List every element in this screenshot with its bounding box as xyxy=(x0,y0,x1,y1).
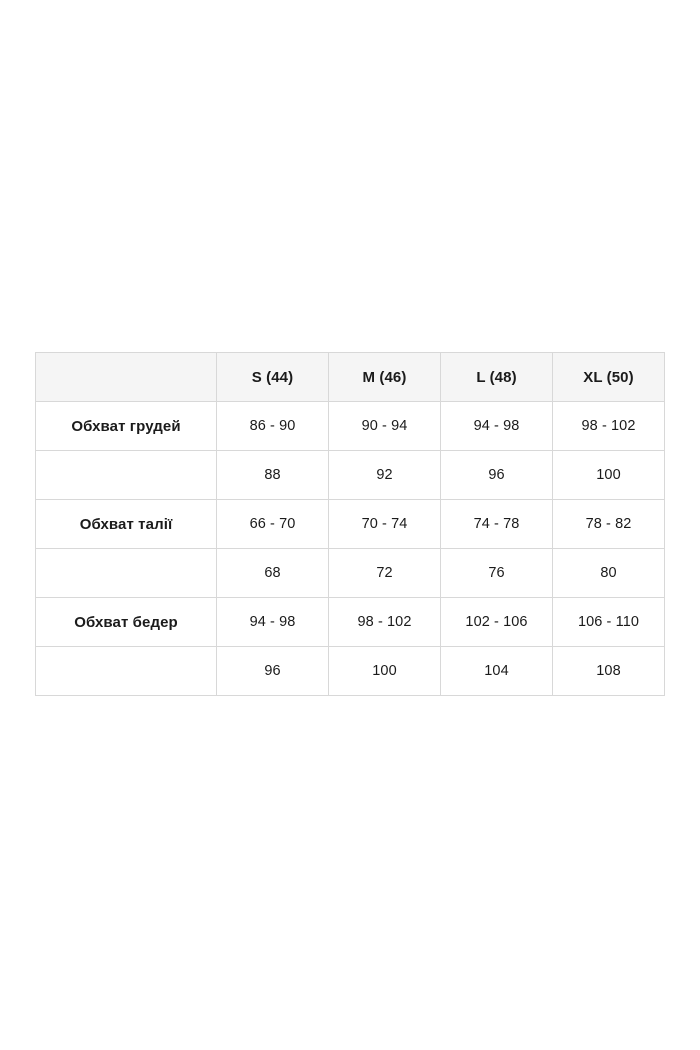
cell-chest-value-xl: 100 xyxy=(553,451,665,500)
row-label-waist-value xyxy=(36,549,217,598)
column-header-xl: XL (50) xyxy=(553,353,665,402)
cell-hips-range-xl: 106 - 110 xyxy=(553,598,665,647)
table-row xyxy=(36,598,665,647)
cell-chest-range-l: 94 - 98 xyxy=(441,402,553,451)
row-label-waist-range: Обхват талії xyxy=(36,500,217,549)
cell-hips-value-m: 100 xyxy=(329,647,441,696)
table-body xyxy=(36,402,665,696)
cell-hips-range-m: 98 - 102 xyxy=(329,598,441,647)
cell-waist-range-l: 74 - 78 xyxy=(441,500,553,549)
cell-hips-range-l: 102 - 106 xyxy=(441,598,553,647)
cell-waist-value-s: 68 xyxy=(217,549,329,598)
column-header-s: S (44) xyxy=(217,353,329,402)
table-row xyxy=(36,647,665,696)
row-label-chest-value xyxy=(36,451,217,500)
table-header-row xyxy=(36,353,665,402)
cell-chest-value-l: 96 xyxy=(441,451,553,500)
column-header-l: L (48) xyxy=(441,353,553,402)
row-label-hips-range: Обхват бедер xyxy=(36,598,217,647)
cell-waist-range-s: 66 - 70 xyxy=(217,500,329,549)
table-header xyxy=(36,353,665,402)
cell-chest-range-s: 86 - 90 xyxy=(217,402,329,451)
table-row xyxy=(36,402,665,451)
cell-chest-range-m: 90 - 94 xyxy=(329,402,441,451)
size-chart-container xyxy=(35,352,665,696)
row-label-hips-value xyxy=(36,647,217,696)
size-chart-table xyxy=(35,352,665,696)
cell-waist-range-m: 70 - 74 xyxy=(329,500,441,549)
cell-chest-range-xl: 98 - 102 xyxy=(553,402,665,451)
cell-chest-value-m: 92 xyxy=(329,451,441,500)
cell-hips-range-s: 94 - 98 xyxy=(217,598,329,647)
table-row xyxy=(36,500,665,549)
cell-chest-value-s: 88 xyxy=(217,451,329,500)
cell-waist-value-m: 72 xyxy=(329,549,441,598)
row-label-chest-range: Обхват грудей xyxy=(36,402,217,451)
cell-hips-value-xl: 108 xyxy=(553,647,665,696)
table-corner-cell xyxy=(36,353,217,402)
cell-hips-value-s: 96 xyxy=(217,647,329,696)
column-header-m: M (46) xyxy=(329,353,441,402)
cell-waist-value-xl: 80 xyxy=(553,549,665,598)
cell-hips-value-l: 104 xyxy=(441,647,553,696)
cell-waist-range-xl: 78 - 82 xyxy=(553,500,665,549)
table-row xyxy=(36,451,665,500)
cell-waist-value-l: 76 xyxy=(441,549,553,598)
table-row xyxy=(36,549,665,598)
